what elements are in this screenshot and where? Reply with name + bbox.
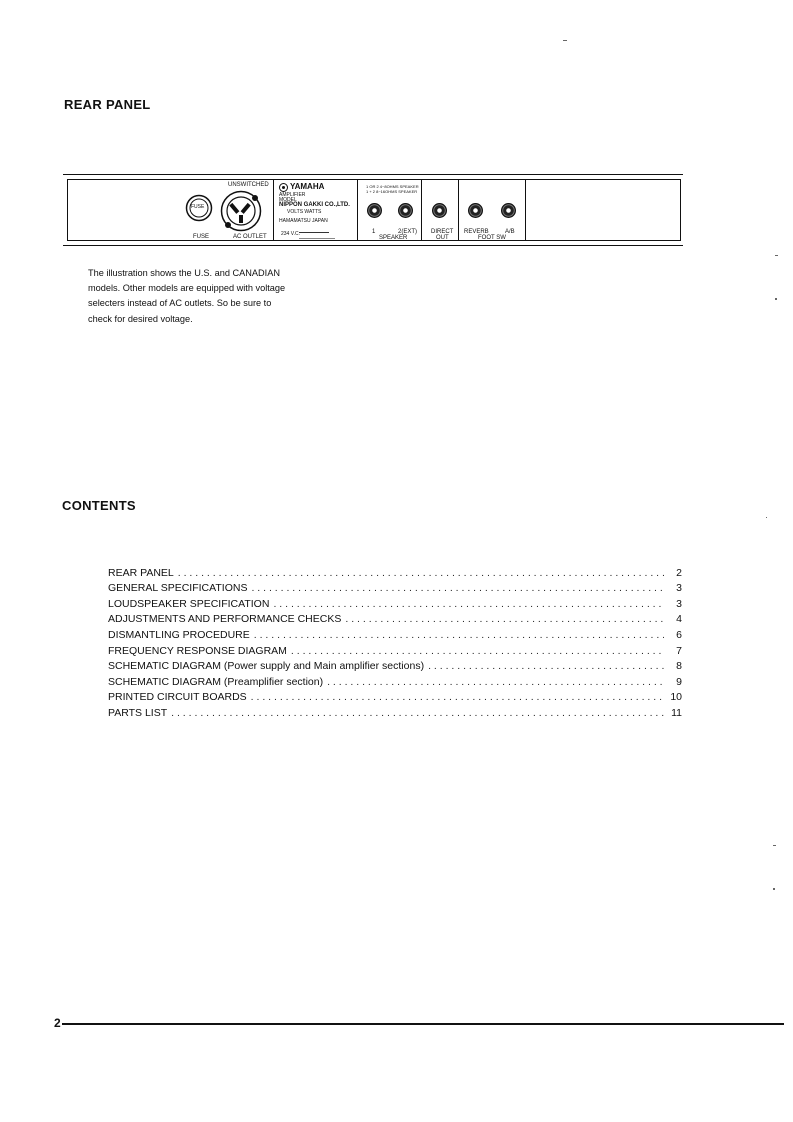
speaker-note-1: 1 OR 2 4~8OHMS SPEAKER [366, 184, 419, 189]
volts-watts-label: VOLTS WATTS [287, 209, 322, 215]
toc-entry [108, 563, 682, 579]
toc-leader-dots [254, 629, 664, 641]
toc-entry-title: PARTS LIST [108, 706, 168, 719]
rating-line [299, 232, 329, 233]
toc-entry-title: SCHEMATIC DIAGRAM (Preamplifier section) [108, 675, 324, 688]
note-line: check for desired voltage. [88, 313, 193, 324]
ab-label: A/B [505, 229, 515, 235]
speaker-label: SPEAKER [379, 235, 408, 241]
toc-entry [108, 625, 682, 641]
panel-divider [421, 180, 422, 241]
toc-entry-page: 7 [676, 644, 682, 657]
panel-bottom-rule [63, 245, 683, 246]
scan-speck [775, 255, 778, 256]
speaker-2-jack-icon [398, 203, 413, 218]
scan-speck [563, 40, 567, 41]
scan-speck [766, 517, 767, 518]
reverb-footswitch-jack-icon [468, 203, 483, 218]
unswitched-label: UNSWITCHED [228, 182, 269, 188]
scan-speck [775, 298, 777, 300]
toc-leader-dots [345, 613, 664, 625]
toc-entry-title: DISMANTLING PROCEDURE [108, 628, 250, 641]
page-number: 2 [54, 1016, 61, 1030]
rear-panel-illustration [63, 174, 683, 246]
toc-leader-dots [251, 582, 664, 594]
note-line: The illustration shows the U.S. and CANADIAN [88, 268, 280, 278]
toc-entry [108, 657, 682, 673]
maker-name: NIPPON GAKKI CO.,LTD. [279, 202, 350, 208]
toc-entry-page: 11 [671, 706, 682, 719]
toc-entry-title: PRINTED CIRCUIT BOARDS [108, 691, 247, 704]
toc-leader-dots [178, 567, 664, 579]
ac-outlet-label: AC OUTLET [233, 234, 267, 240]
toc-entry-title: SCHEMATIC DIAGRAM (Power supply and Main amplifier sections) [108, 660, 425, 673]
toc-entry [108, 610, 682, 626]
scan-speck [773, 888, 775, 890]
fuse-label: FUSE [193, 234, 210, 240]
scan-speck [773, 845, 776, 846]
panel-note [88, 266, 348, 327]
toc-entry [108, 594, 682, 610]
foot-sw-label: FOOT SW [478, 235, 506, 241]
direct-out-jack-icon [432, 203, 447, 218]
rating-label: 234 V.C. [281, 231, 300, 237]
nameplate-model: MODEL [279, 197, 297, 203]
toc-leader-dots [251, 691, 664, 703]
panel-top-rule [63, 174, 683, 175]
panel-divider [525, 180, 526, 241]
rear-panel-heading: REAR PANEL [64, 97, 151, 112]
speaker-1-label: 1 [372, 229, 376, 235]
footer-rule [62, 1023, 784, 1025]
toc-entry [108, 641, 682, 657]
fuse-cap-text: FUSE [191, 204, 205, 210]
toc-entry-title: FREQUENCY RESPONSE DIAGRAM [108, 644, 287, 657]
contents-heading: CONTENTS [62, 498, 136, 513]
panel-divider [458, 180, 459, 241]
brand-name: YAMAHA [290, 182, 325, 191]
toc-entry-page: 2 [676, 566, 682, 579]
rating-line-2 [299, 238, 335, 239]
origin-label: HAMAMATSU JAPAN [279, 218, 328, 224]
toc-entry [108, 688, 682, 704]
toc-entry [108, 703, 682, 719]
speaker-1-jack-icon [367, 203, 382, 218]
toc-leader-dots [428, 660, 664, 672]
toc-entry-page: 6 [676, 628, 682, 641]
toc-entry [108, 672, 682, 688]
toc-leader-dots [291, 645, 664, 657]
toc-leader-dots [171, 707, 664, 719]
toc-entry-title: ADJUSTMENTS AND PERFORMANCE CHECKS [108, 613, 342, 626]
toc-entry-title: GENERAL SPECIFICATIONS [108, 582, 248, 595]
note-line: models. Other models are equipped with voltage [88, 283, 286, 294]
toc-entry-title: REAR PANEL [108, 566, 174, 579]
panel-divider [273, 180, 274, 241]
nameplate-amplifier: AMPLIFIER [279, 192, 306, 198]
note-line: selecters instead of AC outlets. So be sure to [88, 298, 272, 309]
toc-entry-page: 3 [676, 597, 682, 610]
toc-entry-page: 4 [676, 613, 682, 626]
toc-entry-page: 3 [676, 582, 682, 595]
table-of-contents [108, 563, 682, 719]
speaker-note-2: 1 + 2 8~16OHMS SPEAKER [366, 189, 418, 194]
toc-entry [108, 579, 682, 595]
ac-outlet-icon [220, 190, 262, 232]
reverb-label: REVERB [464, 229, 489, 235]
toc-leader-dots [273, 598, 664, 610]
toc-entry-page: 9 [676, 675, 682, 688]
toc-entry-page: 8 [676, 660, 682, 673]
speaker-2-label: 2(EXT) [398, 229, 418, 235]
toc-leader-dots [327, 676, 664, 688]
toc-entry-page: 10 [670, 691, 682, 704]
direct-label: DIRECT [431, 229, 454, 235]
yamaha-logo-icon [279, 183, 288, 192]
ab-footswitch-jack-icon [501, 203, 516, 218]
out-label: OUT [436, 235, 449, 241]
toc-entry-title: LOUDSPEAKER SPECIFICATION [108, 597, 270, 610]
panel-divider [357, 180, 358, 241]
